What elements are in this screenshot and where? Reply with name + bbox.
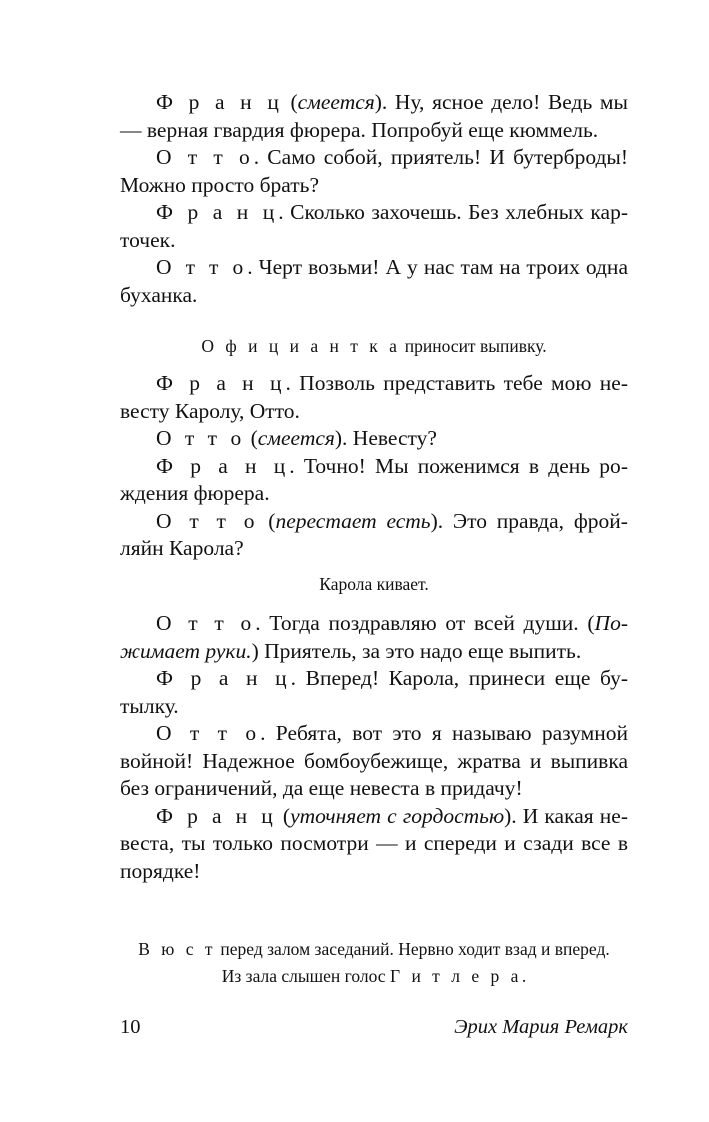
line-text: . Ребята, вот это я называю разумной войной! Надежное бомбоубежище, жратва и выпивка без ограничений, да еще невеста в придачу! bbox=[120, 721, 629, 800]
line-text: ). Это правда, фройляйн Карола? bbox=[120, 508, 628, 560]
dialogue-line bbox=[120, 370, 628, 425]
line-text: . Точно! Мы поженимся в день рождения фюрера. bbox=[120, 453, 628, 505]
line-text: ). Ну, ясное дело! Ведь мы — верная гвардия фюрера. Попробуй еще кюммель. bbox=[120, 90, 628, 142]
speaker-name: О т т о bbox=[156, 508, 259, 533]
speaker-name: Ф р а н ц bbox=[156, 803, 277, 828]
running-footer-author: Эрих Мария Ремарк bbox=[454, 1016, 628, 1038]
dialogue-line bbox=[120, 665, 628, 720]
speaker-name: Ф р а н ц bbox=[156, 200, 279, 224]
direction-text: . bbox=[521, 966, 527, 986]
direction-text: Из зала слышен голос bbox=[221, 966, 390, 986]
dialogue-line bbox=[120, 144, 628, 199]
line-text: . Само собой, приятель! И бутерброды! Можно просто брать? bbox=[120, 145, 628, 197]
stage-direction-line bbox=[100, 571, 648, 597]
dialogue-line bbox=[120, 425, 628, 453]
actor-name: О ф и ц и а н т к а bbox=[201, 336, 401, 356]
dialogue-line bbox=[120, 254, 628, 309]
stage-direction-line bbox=[100, 963, 648, 989]
dialogue-line bbox=[120, 803, 628, 886]
dialogue-block-2 bbox=[120, 370, 628, 563]
paren-open: ( bbox=[258, 508, 276, 533]
dialogue-line bbox=[120, 199, 628, 254]
dialogue-block-3 bbox=[120, 610, 628, 885]
paren-open: ( bbox=[276, 803, 291, 828]
speaker-name: О т т о bbox=[156, 255, 248, 279]
line-text: ). И какая невеста, ты только посмотри — и спереди и сзади все в порядке! bbox=[120, 803, 628, 883]
paren-open: ( bbox=[282, 90, 298, 114]
paren-open: ( bbox=[245, 426, 258, 450]
stage-direction: уточняет с гордостью bbox=[290, 803, 505, 828]
line-text: . Черт возьми! А у нас там на троих одна буханка. bbox=[120, 255, 628, 307]
line-text: ). Невесту? bbox=[334, 426, 437, 450]
direction-text: перед залом заседаний. Нервно ходит взад и вперед. bbox=[216, 939, 610, 959]
stage-direction: смеется bbox=[257, 426, 335, 450]
speaker-name: О т т о bbox=[156, 611, 256, 635]
direction-text: приносит выпивку. bbox=[400, 336, 547, 356]
dialogue-line bbox=[120, 610, 628, 665]
line-text: ) Приятель, за это надо еще выпить. bbox=[251, 638, 582, 663]
stage-direction: перестает есть bbox=[275, 508, 431, 533]
stage-direction: смеется bbox=[297, 90, 375, 114]
dialogue-block-1 bbox=[120, 89, 628, 309]
dialogue-line bbox=[120, 89, 628, 144]
direction-text: Карола кивает. bbox=[319, 574, 429, 594]
dialogue-line bbox=[120, 453, 628, 508]
speaker-name: О т т о bbox=[156, 145, 254, 169]
actor-name: В ю с т bbox=[138, 939, 217, 959]
actor-name: Г и т л е р а bbox=[389, 966, 522, 986]
line-text: . Сколько захочешь. Без хлебных карточек. bbox=[120, 200, 628, 252]
speaker-name: О т т о bbox=[156, 426, 246, 450]
dialogue-line bbox=[120, 720, 628, 803]
stage-direction: Пожимает руки. bbox=[120, 611, 628, 663]
speaker-name: Ф р а н ц bbox=[156, 371, 286, 395]
line-text: . Вперед! Карола, принеси еще бутылку. bbox=[120, 666, 628, 718]
stage-direction-line bbox=[100, 936, 648, 962]
speaker-name: Ф р а н ц bbox=[156, 453, 290, 478]
speaker-name: Ф р а н ц bbox=[156, 90, 283, 114]
page-number: 10 bbox=[120, 1016, 141, 1038]
line-text: . Тогда поздравляю от всей души. ( bbox=[255, 611, 595, 635]
dialogue-line bbox=[120, 508, 628, 563]
speaker-name: Ф р а н ц bbox=[156, 666, 291, 690]
page-footer bbox=[120, 1016, 628, 1044]
speaker-name: О т т о bbox=[156, 721, 261, 745]
line-text: . Позволь представить тебе мою невесту Каролу, Отто. bbox=[120, 371, 628, 423]
stage-direction-line bbox=[100, 333, 648, 359]
